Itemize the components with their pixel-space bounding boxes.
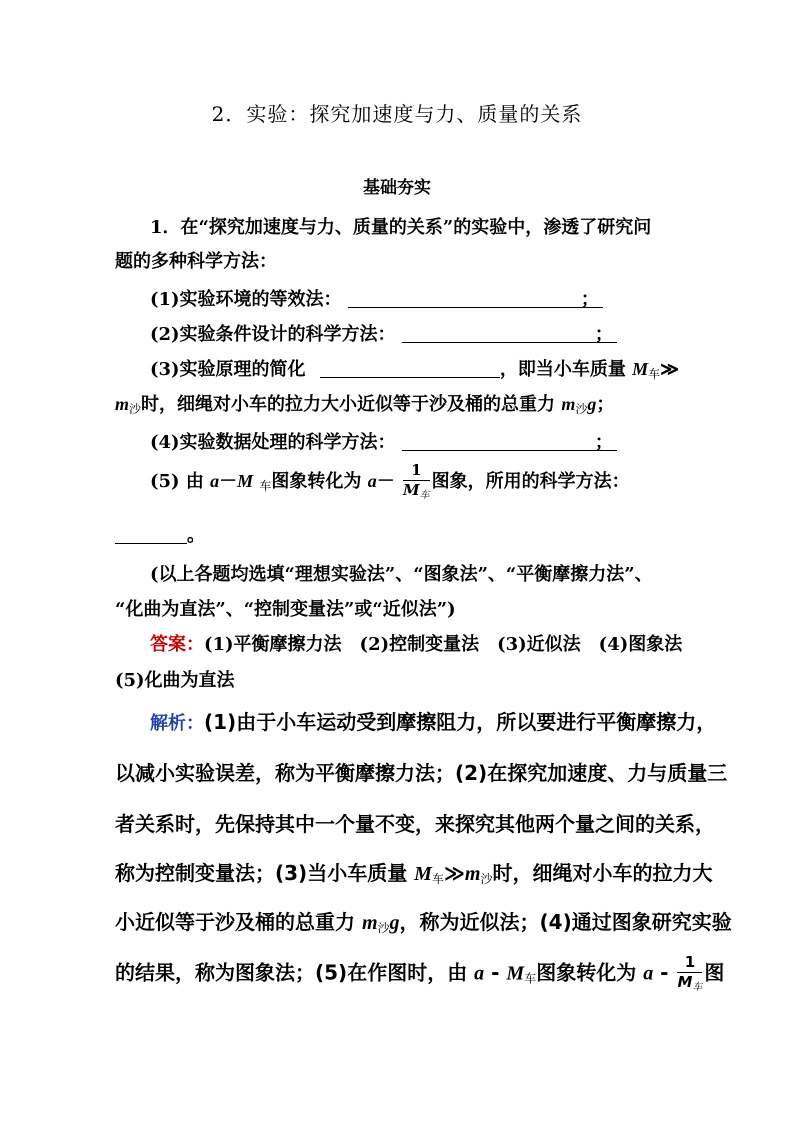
analysis-text-1: (1)由于小车运动受到摩擦阻力，所以要进行平衡摩擦力， [204, 710, 717, 734]
fraction-numerator: 1 [677, 955, 702, 973]
question-note-line-1: (以上各题均选填“理想实验法”、“图象法”、“平衡摩擦力法”、 [150, 564, 653, 585]
math-dash: - [491, 960, 500, 985]
analysis-line-3: 者关系时，先保持其中一个量不变，来探究其他两个量之间的关系， [115, 812, 715, 836]
question-item-2 [150, 320, 613, 346]
item-5-b: 图象转化为 [271, 471, 362, 492]
item-2-label: (2)实验条件设计的科学方法： [150, 324, 396, 345]
answer-line-1 [150, 630, 682, 656]
question-item-5 [150, 463, 630, 501]
fraction-one-over-M [677, 955, 702, 993]
sub-sha: 沙 [480, 872, 493, 886]
sub-sha: 沙 [129, 402, 142, 416]
question-item-3 [150, 355, 679, 382]
item-1-semicolon: ； [580, 289, 599, 310]
analysis-text-6b: 图象转化为 [536, 960, 637, 985]
item-3-semicolon: ； [596, 394, 615, 415]
math-M: M [402, 481, 420, 499]
item-2-semicolon: ； [594, 324, 613, 345]
analysis-text-4a: 称为控制变量法；(3)当小车质量 [115, 861, 408, 885]
question-item-4 [150, 428, 613, 454]
math-m: m [464, 863, 481, 885]
math-a: a [367, 471, 377, 491]
item-3-label: (3)实验原理的简化 [150, 359, 306, 380]
item-5-c: 图象，所用的科学方法： [431, 471, 630, 492]
math-dash: - [660, 960, 669, 985]
analysis-line-6 [115, 955, 724, 993]
math-a: a [474, 962, 485, 985]
analysis-text-5b: ，称为近似法；(4)通过图象研究实验 [399, 910, 732, 934]
analysis-text-5a: 小近似等于沙及桶的总重力 [115, 910, 355, 934]
math-M: M [677, 973, 693, 991]
math-g: g [389, 912, 400, 934]
analysis-line-2: 以减小实验误差，称为平衡摩擦力法；(2)在探究加速度、力与质量三 [115, 761, 728, 785]
much-greater-symbol: ≫ [443, 861, 465, 885]
answer-blank-2[interactable] [402, 324, 617, 343]
item-3-tail: 时，细绳对小车的拉力大小近似等于沙及桶的总重力 [141, 394, 556, 415]
answer-blank-4[interactable] [402, 432, 617, 451]
analysis-text-6c: 图 [704, 960, 725, 985]
math-M: M [414, 863, 432, 885]
math-dash: － [219, 471, 238, 492]
question-item-1 [150, 285, 599, 311]
fraction-one-over-M [403, 463, 430, 501]
answer-blank-1[interactable] [348, 289, 603, 308]
section-title: 基础夯实 [363, 178, 431, 198]
math-dash: － [376, 471, 395, 492]
sub-che: 车 [524, 971, 537, 986]
answer-blank-5[interactable] [115, 525, 187, 544]
analysis-text-6a: 的结果，称为图象法；(5)在作图时，由 [115, 960, 468, 985]
answer-label: 答案： [150, 634, 204, 655]
sub-che: 车 [431, 872, 444, 886]
question-note-line-2: “化曲为直法”、“控制变量法”或“近似法”) [115, 599, 456, 620]
sub-che: 车 [419, 490, 430, 501]
math-M: M [506, 962, 525, 985]
analysis-line-5 [115, 906, 732, 936]
question-stem-line-2: 题的多种科学方法： [115, 251, 277, 272]
math-m: m [361, 912, 378, 934]
analysis-text-4b: 时，细绳对小车的拉力大 [492, 861, 713, 885]
much-greater-symbol: ≫ [660, 359, 679, 380]
answer-line-2: (5)化曲为直法 [115, 670, 235, 691]
math-g: g [587, 394, 597, 414]
answer-text-1: (1)平衡摩擦力法 (2)控制变量法 (3)近似法 (4)图象法 [204, 634, 683, 655]
math-m: m [561, 394, 576, 414]
item-1-label: (1)实验环境的等效法： [150, 289, 342, 310]
question-item-3-cont [115, 390, 614, 417]
answer-blank-3[interactable] [320, 359, 500, 378]
math-a: a [643, 962, 654, 985]
analysis-line-1 [150, 706, 716, 735]
fraction-numerator: 1 [403, 463, 430, 481]
item-4-semicolon: ； [594, 432, 613, 453]
item-5-a: (5) 由 [150, 471, 204, 492]
page-title: 2．实验：探究加速度与力、质量的关系 [211, 102, 583, 126]
fraction-denominator [403, 481, 430, 501]
question-item-5-cont [115, 521, 205, 547]
sub-sha: 沙 [377, 921, 390, 935]
fraction-denominator [677, 973, 702, 993]
math-a: a [210, 471, 220, 491]
analysis-label: 解析： [150, 713, 204, 734]
sub-che: 车 [648, 367, 661, 381]
sub-che: 车 [692, 982, 703, 993]
sub-sha: 沙 [575, 402, 588, 416]
item-4-label: (4)实验数据处理的科学方法： [150, 432, 396, 453]
math-M: M [632, 359, 649, 379]
math-m: m [115, 394, 130, 414]
analysis-line-4 [115, 857, 713, 887]
question-stem-line-1: 1．在“探究加速度与力、质量的关系”的实验中，渗透了研究问 [150, 217, 652, 238]
item-5-period: 。 [187, 525, 205, 546]
item-3-rest: ，即当小车质量 [499, 359, 626, 380]
math-M: M [237, 471, 254, 491]
sub-che: 车 [259, 479, 272, 493]
